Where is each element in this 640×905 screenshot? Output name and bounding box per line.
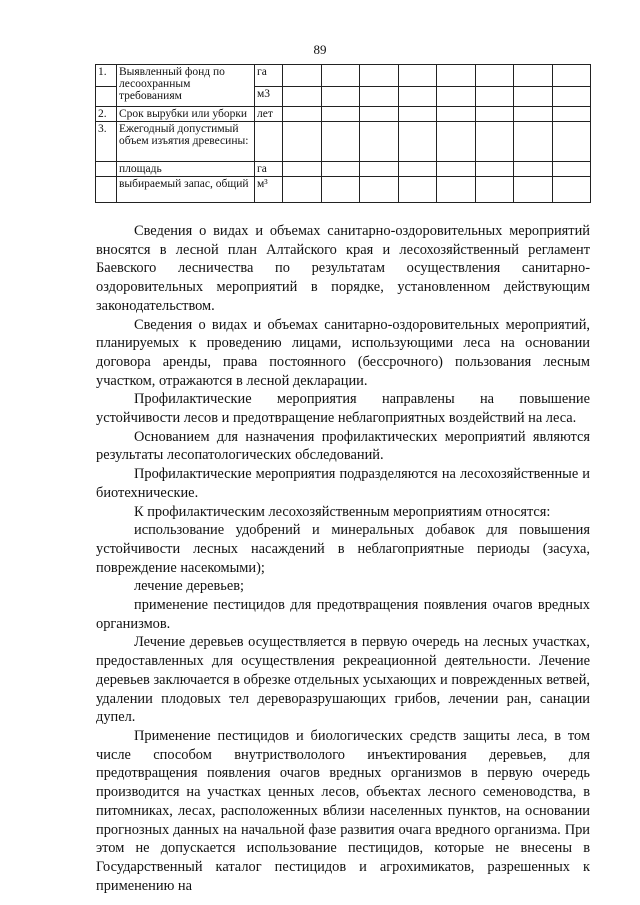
paragraph: Основанием для назначения профилактических мероприятий являются результаты лесопатологических обследований. [96,428,590,464]
table-cell [514,107,553,122]
table-cell [475,65,514,87]
row-number: 1. [96,65,117,87]
row-unit: лет [255,107,283,122]
table-cell [360,122,399,162]
table-cell [283,177,322,203]
row-name: Ежегодный допустимый объем изъятия древесины: [117,122,255,162]
table-row [96,122,591,162]
row-unit: га [255,162,283,177]
table-cell [360,177,399,203]
table-cell [321,107,360,122]
table-cell [283,162,322,177]
table-cell [552,65,591,87]
table-cell [360,65,399,87]
row-number [96,87,117,107]
table-cell [437,87,476,107]
table-cell [475,177,514,203]
table-cell [437,162,476,177]
row-unit: м3 [255,87,283,107]
table-cell [321,122,360,162]
table-cell [321,65,360,87]
paragraph: Сведения о видах и объемах санитарно-оздоровительных мероприятий, планируемых к проведению лицами, использующими леса на основании договора аренды, права постоянного (бессрочного) пользования лесным участком, отражаются в лесной декларации. [96,316,590,389]
row-unit: м³ [255,177,283,203]
table-row [96,65,591,87]
table-cell [360,87,399,107]
table-cell [321,177,360,203]
row-name: Выявленный фонд по лесоохранным требованиям [117,65,255,107]
table-cell [437,107,476,122]
table-cell [514,87,553,107]
body-text [96,222,590,895]
table-cell [398,177,437,203]
row-unit: га [255,65,283,87]
paragraph: Лечение деревьев осуществляется в первую очередь на лесных участках, предоставленных для осуществления рекреационной деятельности. Лечение деревьев заключается в обрезке отдельных усыхающих и поврежденных ветвей, удалении плодовых тел дереворазрушающих грибов, лечении ран, санации дупел. [96,634,590,726]
table-cell [398,122,437,162]
table-cell [552,177,591,203]
table-row [96,177,591,203]
row-number: 2. [96,107,117,122]
forest-fund-table [95,64,591,203]
table-cell [552,122,591,162]
table-cell [398,162,437,177]
table-cell [437,65,476,87]
table-cell [552,107,591,122]
table-cell [321,87,360,107]
paragraph: Профилактические мероприятия подразделяются на лесохозяйственные и биотехнические. [96,466,590,501]
row-name: площадь [117,162,255,177]
row-name: Срок вырубки или уборки [117,107,255,122]
row-name: выбираемый запас, общий [117,177,255,203]
row-number [96,177,117,203]
table-cell [475,87,514,107]
paragraph: использование удобрений и минеральных добавок для повышения устойчивости лесных насаждений в неблагоприятные периоды (засуха, повреждение насекомыми); [96,522,590,576]
table-cell [437,177,476,203]
table-cell [437,122,476,162]
table-cell [514,65,553,87]
table-cell [360,107,399,122]
row-number: 3. [96,122,117,162]
table-cell [283,65,322,87]
paragraph: Применение пестицидов и биологических средств защиты леса, в том числе способом внутриствололого инъектирования деревьев, для предотвращения появления очагов вредных организмов в первую очередь производится на участках ценных лесов, объектах лесного семеноводства, в питомниках, лесах, расположенных вблизи населенных пунктов, на основании прогнозных данных на начальной фазе развития очага вредного организма. При этом не допускается использование пестицидов, которые не внесены в Государственный каталог пестицидов и агрохимикатов, разрешенных к применению на [96,727,590,894]
table-cell [514,162,553,177]
table-cell [398,65,437,87]
table-cell [321,162,360,177]
table-cell [398,107,437,122]
table-cell [283,107,322,122]
paragraph: лечение деревьев; [134,578,245,595]
paragraph: К профилактическим лесохозяйственным мероприятиям относятся: [134,503,551,520]
table-row [96,107,591,122]
page-number: 89 [313,42,327,57]
table-cell [360,162,399,177]
table-cell [283,122,322,162]
row-number [96,162,117,177]
table-row [96,162,591,177]
table-cell [398,87,437,107]
paragraph: Сведения о видах и объемах санитарно-оздоровительных мероприятий вносятся в лесной план Алтайского края и лесохозяйственный регламент Баевского лесничества по результатам осуществления санитарно-оздоровительных мероприятий в порядке, установленном действующим законодательством. [96,223,590,314]
table-cell [514,122,553,162]
row-unit [255,122,283,162]
paragraph: применение пестицидов для предотвращения появления очагов вредных организмов. [96,597,590,632]
table-cell [552,87,591,107]
table-cell [475,122,514,162]
paragraph: Профилактические мероприятия направлены на повышение устойчивости лесов и предотвращение неблагоприятных воздействий на леса. [96,391,590,427]
table-cell [475,162,514,177]
table-cell [514,177,553,203]
table-cell [475,107,514,122]
table-cell [552,162,591,177]
table-cell [283,87,322,107]
